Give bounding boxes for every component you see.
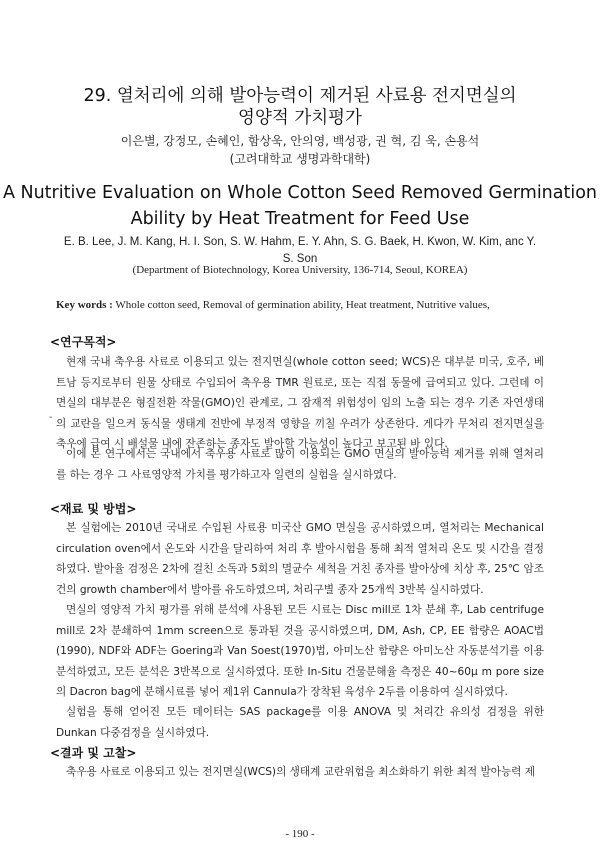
section-heading-results: <결과 및 고찰> [50, 746, 137, 760]
english-authors: E. B. Lee, J. M. Kang, H. I. Son, S. W. Hahm, E. Y. Ahn, S. G. Baek, H. Kwon, W. Kim, anc Y. S. Son [63, 236, 537, 265]
purpose-paragraph-2: 이에 본 연구에서는 국내에서 축우용 사료로 많이 이용되는 GMO 면실의 발아능력 제거를 위해 열처리를 하는 경우 그 사료영양적 가치를 평가하고자 일련의 실험을 실시하였다. [56, 448, 544, 481]
keywords-line [56, 299, 556, 311]
purpose-paragraph-1: 현재 국내 축우용 사료로 이용되고 있는 전지면실(whole cotton seed; WCS)은 대부분 미국, 호주, 베트남 등지로부터 원물 상태로 수입되어 축우용 TMR 원료로, 또는 직접 동물에 급여되고 있다. 그런데 이 면실의 대부분은 형질전환 작물(GMO)인 관계로, 그 잠재적 위험성이 임의 노출 되는 경우 기존 자연생태의 교란을 일으켜 동식물 생태계 전반에 부정적 영향을 끼칠 우려가 상존한다. 게다가 무처리 전지면실을 축우에 급여 시 배설물 내에 잔존하는 종자도 발아할 가능성이 높다고 보고된 바 있다. [56, 356, 544, 451]
page-number: - 190 - [285, 828, 315, 840]
english-title-line1: A Nutritive Evaluation on Whole Cotton Seed Removed Germination [2, 183, 598, 203]
korean-title-line2: 영양적 가치평가 [238, 108, 362, 128]
section-heading-purpose: <연구목적> [50, 335, 117, 349]
methods-paragraph-2: 면실의 영양적 가치 평가를 위해 분석에 사용된 모든 시료는 Disc mill로 1차 분쇄 후, Lab centrifuge mill로 2차 분쇄하여 1mm screen으로 통과된 것을 공시하였으며, DM, Ash, CP, EE 함량은 AOAC법(1990), NDF와 ADF는 Goering과 Van Soest(1970)법, 아미노산 함량은 아미노산 자동분석기를 이용 분석하였고, 모든 분석은 3반복으로 실시하였다. 또한 In-Situ 건물분해율 측정은 40~60μ m pore size의 Dacron bag에 분해시료를 넣어 제1위 Cannula가 장착된 육성우 2두를 이용하여 실시하였다. [56, 604, 544, 699]
margin-mark: - [49, 412, 53, 423]
methods-paragraph-1: 본 실험에는 2010년 국내로 수입된 사료용 미국산 GMO 면실을 공시하였으며, 열처리는 Mechanical circulation oven에서 온도와 시간을 달리하여 처리 후 발아시험을 통해 최적 열처리 온도 및 시간을 결정하였다. 발아율 검정은 2차에 걸친 소독과 5회의 멸균수 세척을 거친 종자를 발아상에 치상 후, 25℃ 암조건의 growth chamber에서 발아를 유도하였으며, 처리구별 종자 25개씩 3반복 실시하였다. [56, 522, 544, 596]
keywords-text: Whole cotton seed, Removal of germination ability, Heat treatment, Nutritive values, [115, 299, 490, 311]
english-affiliation: (Department of Biotechnology, Korea University, 136-714, Seoul, KOREA) [132, 264, 468, 276]
korean-authors: 이은별, 강정모, 손혜인, 함상욱, 안의영, 백성광, 권 혁, 김 욱, 손용석 [120, 134, 480, 148]
keywords-label: Key words : [56, 299, 113, 311]
results-paragraph-1: 축우용 사료로 이용되고 있는 전지면실(WCS)의 생태계 교란위험을 최소화하기 위한 최적 발아능력 제 [66, 766, 536, 778]
korean-title-line1: 29. 열처리에 의해 발아능력이 제거된 사료용 전지면실의 [83, 86, 517, 106]
section-heading-methods: <재료 및 방법> [50, 502, 137, 516]
methods-paragraph-3: 실험을 통해 얻어진 모든 데이터는 SAS package를 이용 ANOVA 및 처리간 유의성 검정을 위한 Dunkan 다중검정을 실시하였다. [56, 706, 544, 739]
english-title-line2: Ability by Heat Treatment for Feed Use [130, 209, 470, 229]
korean-affiliation: (고려대학교 생명과학대학) [229, 152, 371, 166]
